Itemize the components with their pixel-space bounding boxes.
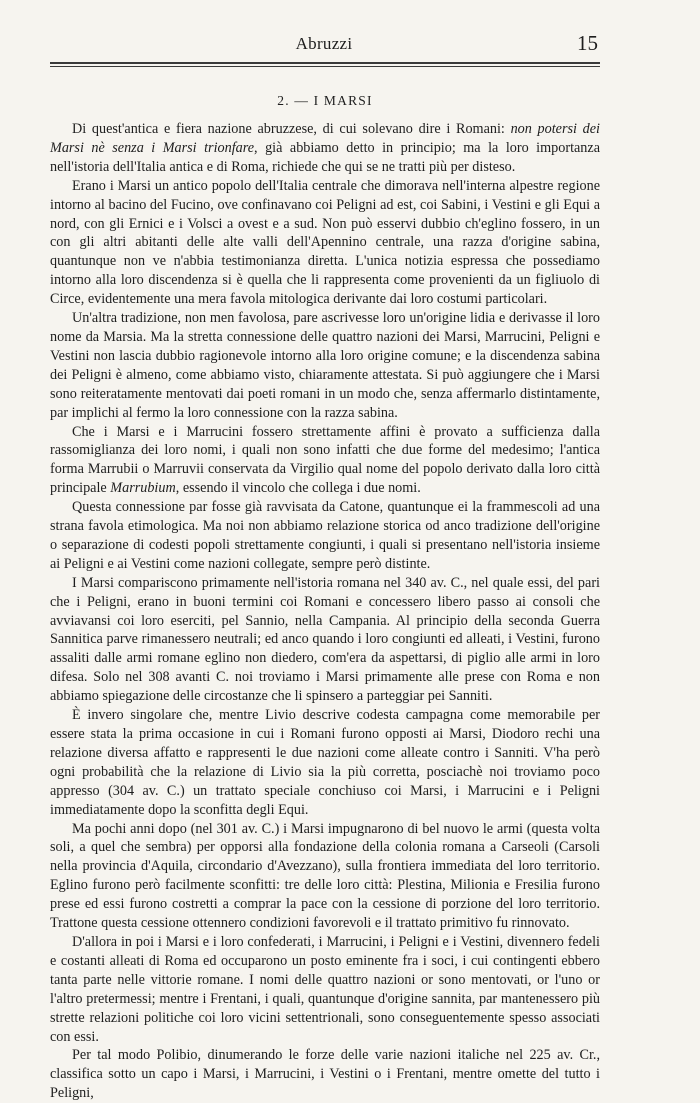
italic-text: non potersi dei Marsi nè senza i Marsi trionfare	[50, 121, 600, 156]
paragraph	[50, 120, 600, 177]
page-number: 15	[577, 31, 598, 55]
text-run: I Marsi compariscono primamente nell'istoria romana nel 340 av. C., nel quale essi, del pari che i Peligni, erano in buoni termini coi Romani e concessero libero passo ai consoli che avviavansi coi loro eserciti, pel Sannio, nella Campania. Al principio della seconda Guerra Sannitica parve rimanessero neutrali; ed anco quando i loro congiunti ed alleati, i Vestini, furono assaliti dalle armi romane eglino non diedero, com'era da aspettarsi, di piglio alle armi in loro difesa. Solo nel 308 avanti C. noi troviamo i Marsi primamente alle prese con Roma e non abbiamo spiegazione delle circostanze che li spinsero a parteggiar pei Sanniti.	[50, 574, 600, 705]
text-run: Erano i Marsi un antico popolo dell'Italia centrale che dimorava nell'interna alpestre regione intorno al bacino del Fucino, ove confinavano coi Peligni ad est, coi Sabini, i Vestini e gli Equi a nord, con gli Ernici e i Volsci a ovest e a sud. Non può esservi dubbio ch'eglino fossero, in un con gli altri abitanti delle alte valli dell'Apennino centrale, una razza d'origine sabina, quantunque non ve n'abbia testimonianza diretta. L'unica notizia espressa che possediamo intorno alla loro discendenza si è quella che li rappresenta come provenienti da un figliuolo di Circe, evidentemente una mera favola mitologica derivante dai loro costumi particolari.	[50, 177, 600, 308]
body-text	[50, 120, 600, 1103]
text-run: , essendo il vincolo che collega i due nomi.	[175, 480, 421, 497]
section-heading: 2. — I MARSI	[277, 93, 373, 108]
text-run: Questa connessione par fosse già ravvisata da Catone, quantunque ei la frammescoli ad una strana favola etimologica. Ma noi non abbiamo relazione storica od anco tradizione dell'origine o separazione di codesti popoli strettamente congiunti, i quali si presentano nell'istoria insieme ai Peligni e ai Vestini come nazioni collegate, sempre però distinte.	[50, 499, 600, 572]
text-run: Per tal modo Polibio, dinumerando le forze delle varie nazioni italiche nel 225 av. Cr., classifica sotto un capo i Marsi, i Marrucini, i Vestini o i Frentani, mentre omette del tutto i Peligni,	[50, 1047, 600, 1102]
italic-text: Marrubium	[110, 480, 176, 497]
running-head	[50, 31, 598, 60]
text-run: È invero singolare che, mentre Livio descrive codesta campagna come memorabile per essere stata la prima occasione in cui i Romani furono opposti ai Marsi, Diodoro rechi una relazione diversa affatto e rappresenti le due nazioni come alleate contro i Sanniti. V'ha però ogni probabilità che la relazione di Livio sia la più corretta, posciachè noi troviamo poco appresso (304 av. C.) un trattato speciale conchiuso coi Marsi, i Marrucini e i Peligni immediatamente dopo la sconfitta degli Equi.	[50, 707, 600, 818]
paragraph	[50, 706, 600, 819]
paragraph	[50, 1046, 600, 1103]
text-run: Di quest'antica e fiera nazione abruzzese, di cui solevano dire i Romani:	[72, 121, 511, 137]
header-rule-thick	[50, 62, 600, 64]
header-rule-thin	[50, 66, 600, 67]
paragraph	[50, 820, 600, 933]
paragraph	[50, 177, 600, 309]
text-run: D'allora in poi i Marsi e i loro confederati, i Marrucini, i Peligni e i Vestini, divennero fedeli e costanti alleati di Roma ed occuparono un posto eminente fra i soci, i cui contingenti ebbero tanta parte nelle vittorie romane. I nomi delle quattro nazioni or sono mentovati, or l'uno or l'altro pretermessi; mentre i Frentani, i quali, quantunque d'origine sannita, par mantenessero più strette relazioni politiche coi loro vicini settentrionali, sono conseguentemente spesso associati con essi.	[50, 933, 600, 1045]
text-run: Ma pochi anni dopo (nel 301 av. C.) i Marsi impugnarono di bel nuovo le armi (questa volta soli, a quel che sembra) per opporsi alla fondazione della colonia romana a Carseoli (Carsoli nella provincia d'Aquila, circondario d'Avezzano), sulla frontiera immediata del loro territorio. Eglino furono però facilmente sconfitti: tre delle loro città: Plestina, Milionia e Fresilia furono prese ed essi furono costretti a comprar la pace con la cessione di porzione del loro territorio. Trattone questa cessione ottennero condizioni favorevoli e il trattato primitivo fu rinnovato.	[50, 820, 600, 932]
paragraph	[50, 933, 600, 1046]
paragraph	[50, 309, 600, 422]
paragraph	[50, 423, 600, 499]
text-run: Che i Marsi e i Marrucini fossero strettamente affini è provato a sufficienza dalla rassomiglianza dei loro nomi, i quali non sono infatti che due forme del medesimo; l'antica forma Marrubii o Marruvii conservata da Virgilio qual nome del popolo derivato dalla loro città principale	[50, 423, 600, 497]
running-head-title: Abruzzi	[295, 34, 353, 53]
paragraph	[50, 574, 600, 706]
paragraph	[50, 498, 600, 574]
text-run: Un'altra tradizione, non men favolosa, pare ascrivesse loro un'origine lidia e derivasse il loro nome da Marsia. Ma la stretta connessione delle quattro nazioni dei Marsi, Marrucini, Peligni e Vestini non lascia dubbio ragionevole intorno alla loro origine comune; e la discendenza sabina dei Peligni è almeno, come abbiamo visto, chiaramente attestata. Si può aggiungere che i Marsi sono reiteratamente mentovati dai poeti romani in un modo che, senza affermarlo distintamente, par implichi al fermo la loro connessione con la razza sabina.	[50, 310, 600, 421]
text-run: , già abbiamo detto in principio; ma la loro importanza nell'istoria dell'Italia antica e di Roma, richiede che qui se ne tratti più per disteso.	[50, 139, 600, 175]
